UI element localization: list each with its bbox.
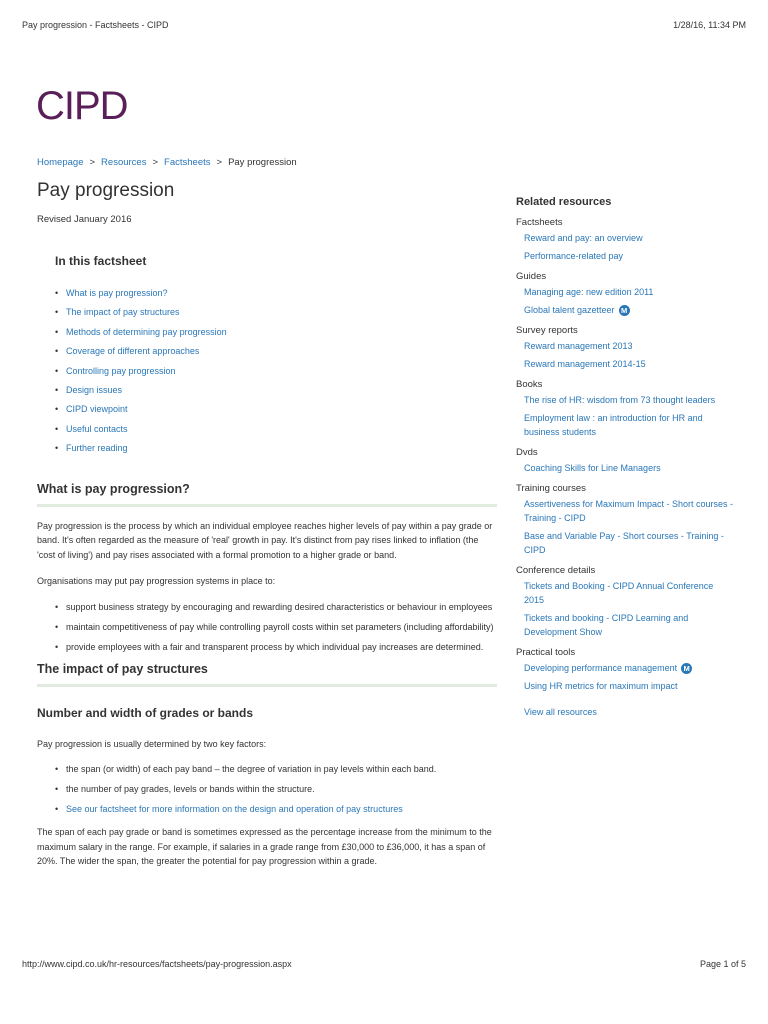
resource-item xyxy=(524,661,734,675)
toc-heading: In this factsheet xyxy=(55,254,147,268)
print-date: 1/28/16, 11:34 PM xyxy=(673,20,746,30)
toc-item xyxy=(55,439,497,458)
resource-list xyxy=(524,393,734,439)
category-label: Factsheets xyxy=(516,217,563,228)
list-item: • support business strategy by encouraging and rewarding desired characteristics or behaviour in employees xyxy=(55,600,497,614)
resource-item xyxy=(524,249,734,263)
resource-item xyxy=(524,231,734,245)
toc-item xyxy=(55,381,497,400)
category-label: Guides xyxy=(516,271,547,282)
resource-link[interactable]: Developing performance management xyxy=(524,663,678,673)
section-heading-what-is-pay-progression: What is pay progression? xyxy=(37,482,497,507)
breadcrumb-separator: > xyxy=(89,157,96,168)
category-label: Books xyxy=(516,379,543,390)
resource-item xyxy=(524,339,734,353)
paragraph: The span of each pay grade or band is sometimes expressed as the percentage increase from the minimum to the maximum salary in the range. For example, if salaries in a grade range from £30,000 to £36,000, it has a span of 20%. The wider the span, the greater the potential for pay progression within a grade. xyxy=(37,827,492,867)
print-header xyxy=(22,20,746,30)
resource-item xyxy=(524,497,734,525)
resource-item xyxy=(524,529,734,557)
toc-item xyxy=(55,303,497,322)
toc-link-coverage[interactable]: Coverage of different approaches xyxy=(66,346,200,357)
breadcrumb-separator: > xyxy=(152,157,159,168)
resource-link[interactable]: Tickets and booking - CIPD Learning and Development Show xyxy=(524,613,689,637)
pay-structures-factsheet-link[interactable]: See our factsheet for more information on the design and operation of pay structures xyxy=(66,804,403,815)
page-title: Pay progression xyxy=(37,180,175,201)
resource-item xyxy=(524,611,734,639)
resource-item xyxy=(524,393,734,407)
related-resources-sidebar xyxy=(516,196,734,717)
resource-item xyxy=(524,679,734,693)
resource-list xyxy=(524,231,734,263)
resource-link[interactable]: Managing age: new edition 2011 xyxy=(524,287,654,297)
toc-item xyxy=(55,420,497,439)
resource-item xyxy=(524,461,734,475)
subheading-number-and-width: Number and width of grades or bands xyxy=(37,705,254,720)
view-all-resources xyxy=(524,707,734,717)
breadcrumb-separator: > xyxy=(216,157,223,168)
resource-link[interactable]: Coaching Skills for Line Managers xyxy=(524,463,661,473)
breadcrumb-homepage[interactable]: Homepage xyxy=(37,157,84,168)
toc-link-further-reading[interactable]: Further reading xyxy=(66,443,128,454)
toc-link-cipd-viewpoint[interactable]: CIPD viewpoint xyxy=(66,404,128,415)
revised-date: Revised January 2016 xyxy=(37,214,132,225)
toc-link-controlling[interactable]: Controlling pay progression xyxy=(66,365,176,376)
category-label: Survey reports xyxy=(516,325,578,336)
print-url: http://www.cipd.co.uk/hr-resources/factsheets/pay-progression.aspx xyxy=(22,959,292,969)
resource-link[interactable]: Performance-related pay xyxy=(524,251,624,261)
list-item: • the span (or width) of each pay band – the degree of variation in pay levels within each band. xyxy=(55,762,497,776)
resource-list xyxy=(524,579,734,639)
category-label: Dvds xyxy=(516,447,538,458)
toc-item xyxy=(55,323,497,342)
resource-link[interactable]: Using HR metrics for maximum impact xyxy=(524,681,678,691)
toc-item xyxy=(55,400,497,419)
resource-link[interactable]: Reward management 2014-15 xyxy=(524,359,646,369)
resource-list xyxy=(524,661,734,693)
resource-list xyxy=(524,461,734,475)
resource-item xyxy=(524,357,734,371)
toc-link-methods[interactable]: Methods of determining pay progression xyxy=(66,326,227,337)
resource-link[interactable]: Global talent gazetteer xyxy=(524,305,615,315)
section-heading-impact-of-pay-structures: The impact of pay structures xyxy=(37,662,497,687)
category-label: Conference details xyxy=(516,565,596,576)
toc-item xyxy=(55,362,497,381)
toc-list xyxy=(55,284,497,459)
list-item: • provide employees with a fair and transparent process by which individual pay increases are determined. xyxy=(55,640,497,654)
resource-link[interactable]: Assertiveness for Maximum Impact - Short courses - Training - CIPD xyxy=(524,499,734,523)
breadcrumb-factsheets[interactable]: Factsheets xyxy=(164,157,211,168)
paragraph: Pay progression is the process by which an individual employee reaches higher levels of pay within a pay grade or band. It's often regarded as the measure of 'real' growth in pay. It's distinct from pay rises linked to inflation (the 'cost of living') and pay rises associated with a formal promotion to a higher grade or band. xyxy=(37,520,493,560)
toc-link-design-issues[interactable]: Design issues xyxy=(66,385,123,396)
list-item xyxy=(55,802,497,816)
resource-link[interactable]: Reward and pay: an overview xyxy=(524,233,643,243)
breadcrumb xyxy=(37,157,297,168)
members-only-icon: M xyxy=(681,663,692,674)
resource-item xyxy=(524,303,734,317)
sidebar-title: Related resources xyxy=(516,196,612,208)
main-content xyxy=(37,180,497,869)
resource-link[interactable]: Employment law : an introduction for HR and business students xyxy=(524,413,703,437)
resource-link[interactable]: Tickets and Booking - CIPD Annual Conference 2015 xyxy=(524,581,714,605)
list-item: • maintain competitiveness of pay while controlling payroll costs within set parameters (including affordability) xyxy=(55,620,497,634)
resource-list xyxy=(524,497,734,557)
resource-link[interactable]: The rise of HR: wisdom from 73 thought leaders xyxy=(524,395,716,405)
print-page-title: Pay progression - Factsheets - CIPD xyxy=(22,20,169,30)
category-label: Practical tools xyxy=(516,647,576,658)
bullet-list xyxy=(55,762,497,816)
category-label: Training courses xyxy=(516,483,586,494)
print-footer xyxy=(22,959,746,969)
toc-link-impact-of-pay-structures[interactable]: The impact of pay structures xyxy=(66,307,180,318)
resource-link[interactable]: Reward management 2013 xyxy=(524,341,633,351)
paragraph: Organisations may put pay progression systems in place to: xyxy=(37,576,276,587)
members-only-icon: M xyxy=(619,305,630,316)
toc-item xyxy=(55,342,497,361)
list-item: • the number of pay grades, levels or bands within the structure. xyxy=(55,782,497,796)
toc-link-what-is-pay-progression[interactable]: What is pay progression? xyxy=(66,288,168,298)
bullet-list xyxy=(55,600,497,654)
resource-item xyxy=(524,579,734,607)
view-all-resources-link[interactable]: View all resources xyxy=(524,707,597,717)
resource-link[interactable]: Base and Variable Pay - Short courses - Training - CIPD xyxy=(524,531,724,555)
breadcrumb-current: Pay progression xyxy=(228,157,297,168)
paragraph: Pay progression is usually determined by two key factors: xyxy=(37,738,267,749)
resource-item xyxy=(524,285,734,299)
toc-link-useful-contacts[interactable]: Useful contacts xyxy=(66,423,128,434)
resource-list xyxy=(524,285,734,317)
cipd-logo[interactable]: CIPD xyxy=(36,84,128,128)
breadcrumb-resources[interactable]: Resources xyxy=(101,157,147,168)
toc-item xyxy=(55,284,497,303)
print-page-number: Page 1 of 5 xyxy=(699,959,746,969)
resource-item xyxy=(524,411,734,439)
resource-list xyxy=(524,339,734,371)
